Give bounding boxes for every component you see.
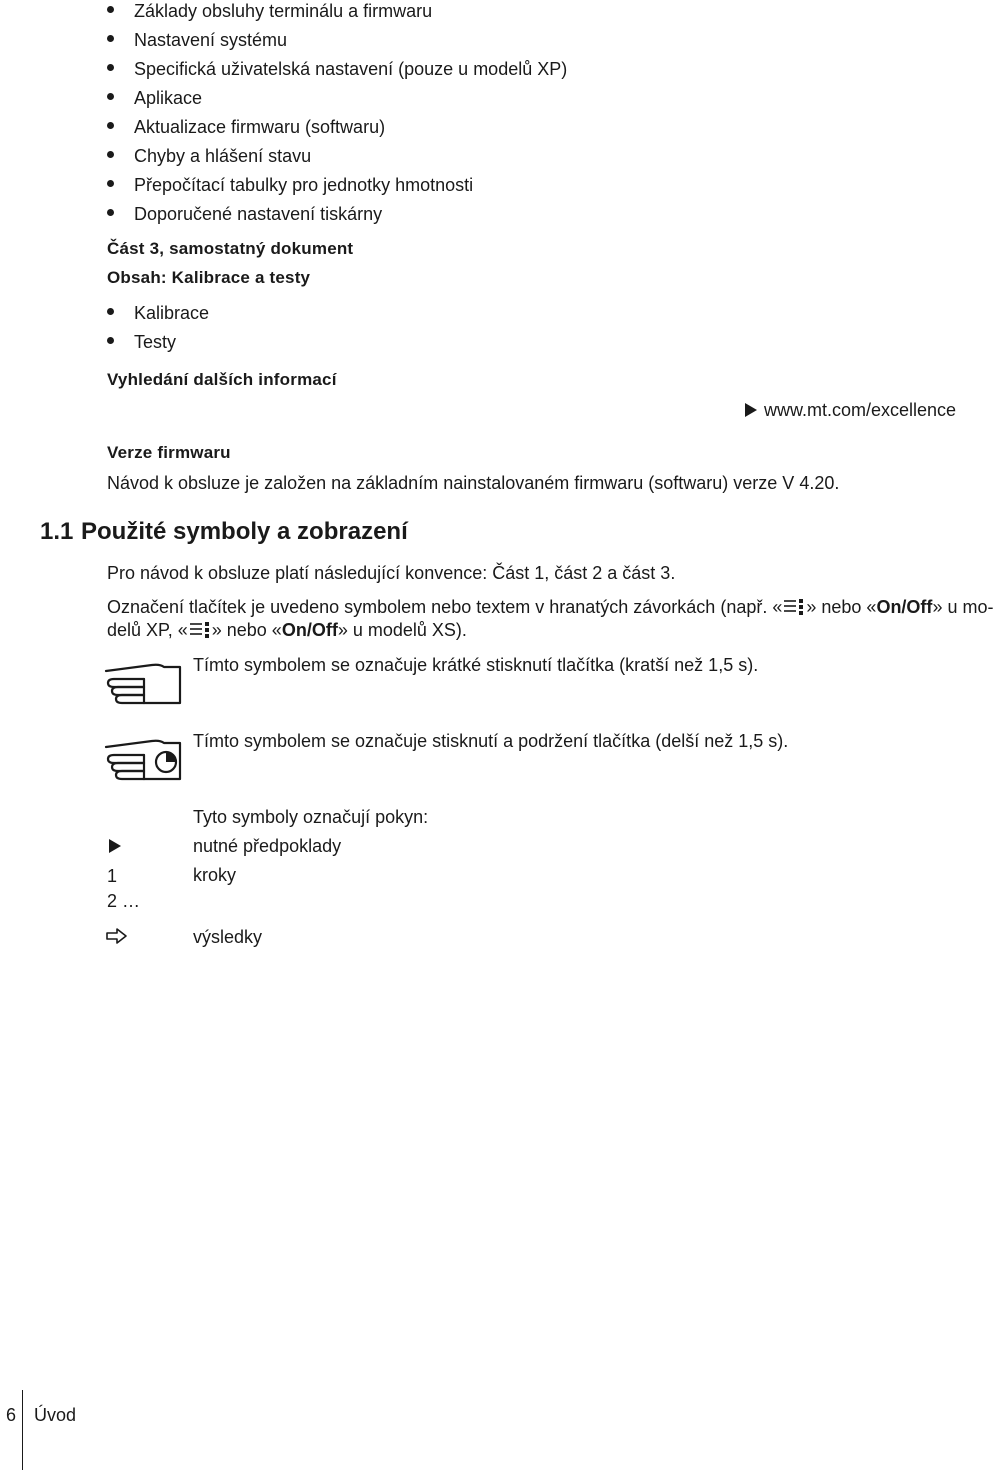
long-press-hand-icon: [104, 733, 186, 783]
steps-marker-1: 1: [107, 866, 118, 886]
part3-bullet-item: Testy: [107, 331, 209, 360]
long-press-text: Tímto symbolem se označuje stisknutí a podržení tlačítka (delší než 1,5 s).: [193, 731, 789, 751]
contents-bullet-item: Aplikace: [107, 87, 567, 116]
more-info-link-row[interactable]: [744, 400, 956, 421]
more-info-title: Vyhledání dalších informací: [107, 370, 337, 389]
menu-key-icon: [782, 597, 806, 617]
firmware-title: Verze firmwaru: [107, 443, 231, 462]
keys-text-2b: » nebo «: [211, 620, 282, 640]
keys-text-1c: » u mo-: [932, 597, 993, 617]
contents-bullet-item: Aktualizace firmwaru (softwaru): [107, 116, 567, 145]
steps-text: kroky: [193, 865, 237, 885]
prerequisite-text: nutné předpoklady: [193, 836, 342, 856]
part3-bullet-item: Kalibrace: [107, 302, 209, 331]
keys-line-1: [107, 597, 993, 618]
keys-text-1b: » nebo «: [806, 597, 877, 617]
keys-text-2a: delů XP, «: [107, 620, 188, 640]
menu-key-icon: [188, 620, 212, 640]
instructions-title: Tyto symboly označují pokyn:: [193, 807, 429, 827]
page-number: 6: [5, 1405, 16, 1425]
contents-bullet-item: Doporučené nastavení tiskárny: [107, 203, 567, 232]
results-text: výsledky: [193, 927, 263, 947]
contents-bullet-item: Nastavení systému: [107, 29, 567, 58]
part3-content: Obsah: Kalibrace a testy: [107, 268, 311, 287]
contents-bullet-item: Přepočítací tabulky pro jednotky hmotnosti: [107, 174, 567, 203]
part3-title: Část 3, samostatný dokument: [107, 239, 354, 258]
keys-line-2: [107, 620, 467, 641]
more-info-link[interactable]: www.mt.com/excellence: [764, 400, 957, 420]
keys-text-1a: Označení tlačítek je uvedeno symbolem nebo textem v hranatých závorkách (např. «: [107, 597, 783, 617]
section-intro: Pro návod k obsluze platí následující konvence: Část 1, část 2 a část 3.: [107, 563, 676, 583]
prerequisite-arrow-icon: [744, 402, 758, 418]
onoff-key-label: On/Off: [281, 620, 338, 640]
result-arrow-icon: [106, 928, 128, 944]
part3-bullet-list: [107, 302, 209, 360]
footer-divider: [22, 1390, 23, 1470]
section-title: Použité symboly a zobrazení: [81, 518, 408, 545]
contents-bullet-item: Chyby a hlášení stavu: [107, 145, 567, 174]
short-press-text: Tímto symbolem se označuje krátké stisknutí tlačítka (kratší než 1,5 s).: [193, 655, 759, 675]
top-bullet-list: [107, 0, 567, 232]
section-number: 1.1: [40, 518, 74, 545]
steps-marker-2: 2 …: [107, 891, 141, 911]
short-press-hand-icon: [104, 657, 186, 707]
firmware-text: Návod k obsluze je založen na základním nainstalovaném firmwaru (softwaru) verze V 4.20.: [107, 473, 840, 493]
contents-bullet-item: Specifická uživatelská nastavení (pouze u modelů XP): [107, 58, 567, 87]
onoff-key-label: On/Off: [876, 597, 933, 617]
contents-bullet-item: Základy obsluhy terminálu a firmwaru: [107, 0, 567, 29]
chapter-name: Úvod: [34, 1405, 77, 1425]
prerequisite-arrow-icon: [108, 838, 122, 854]
keys-text-2c: » u modelů XS).: [337, 620, 467, 640]
